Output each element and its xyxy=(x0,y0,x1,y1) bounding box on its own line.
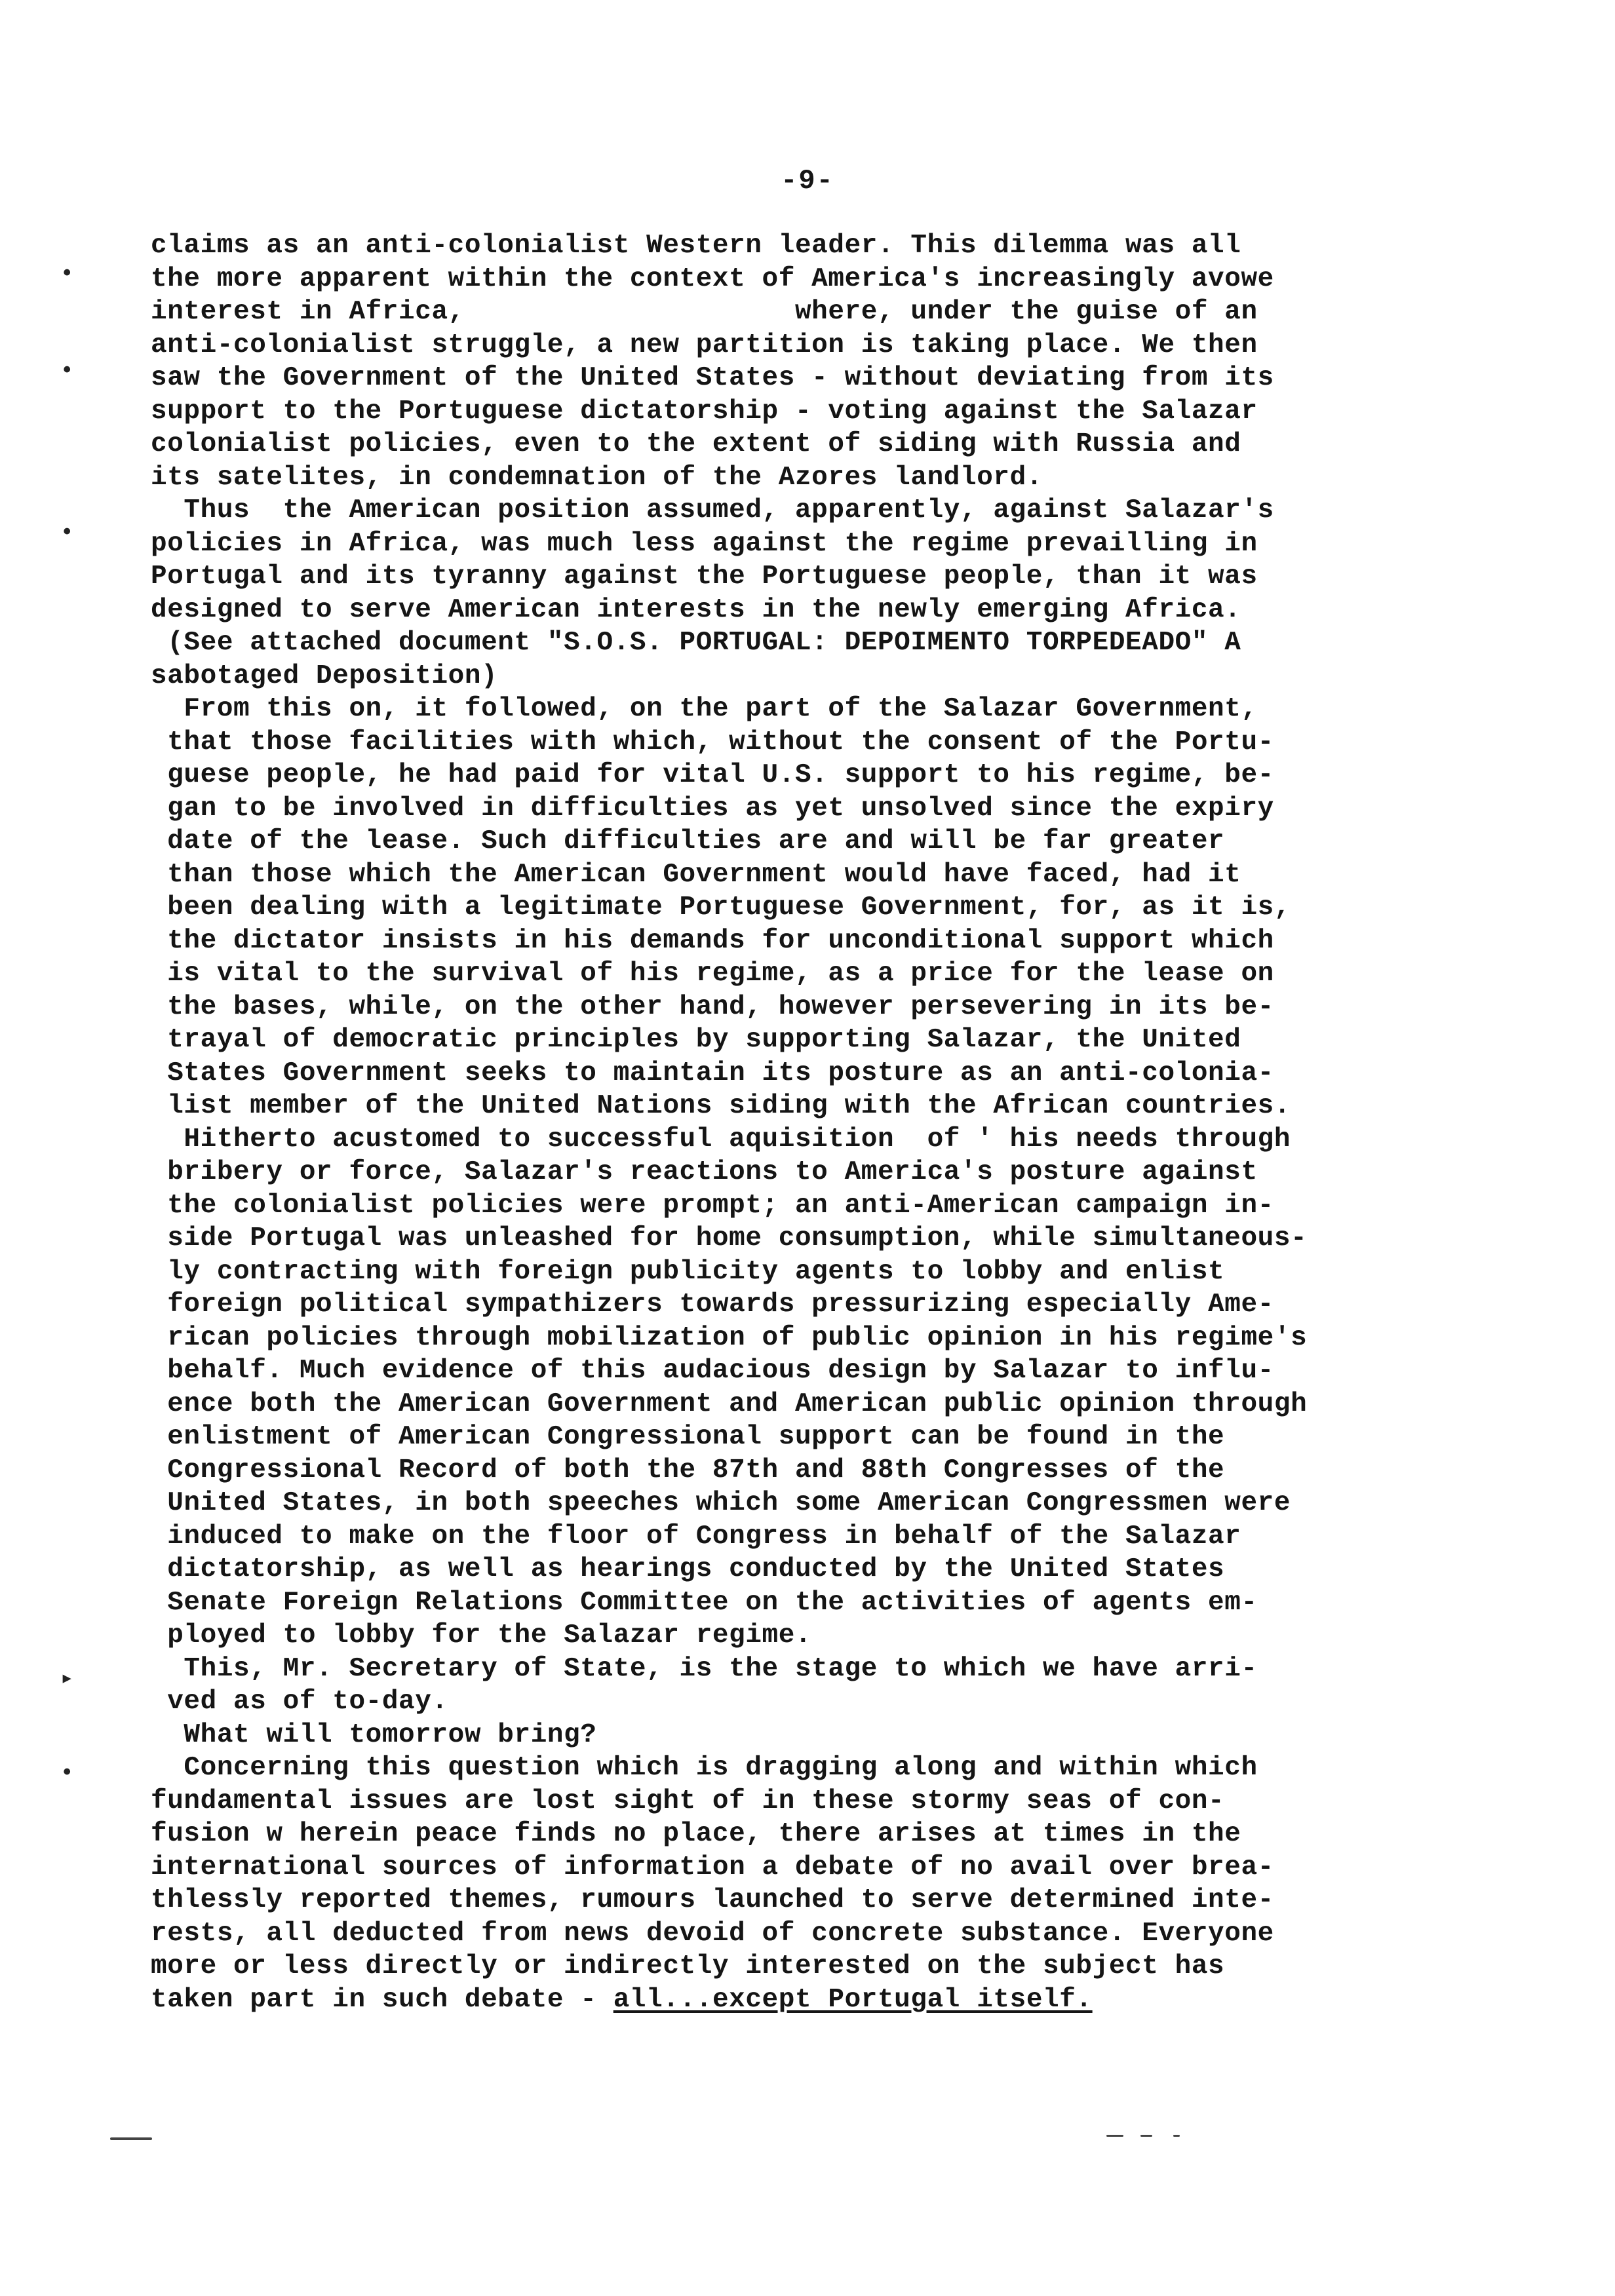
text-line: Concerning this question which is dragging along and within which xyxy=(151,1753,1258,1783)
margin-mark: • xyxy=(60,1761,74,1786)
text-line: more or less directly or indirectly interested on the subject has xyxy=(151,1951,1225,1981)
scan-speck xyxy=(1140,2135,1152,2137)
text-line: the dictator insists in his demands for unconditional support which xyxy=(151,925,1274,956)
text-line: rests, all deducted from news devoid of concrete substance. Everyone xyxy=(151,1918,1274,1949)
scan-speck xyxy=(1106,2135,1123,2137)
text-line: claims as an anti-colonialist Western leader. This dilemma was all xyxy=(151,231,1241,261)
text-line: fusion w herein peace finds no place, there arises at times in the xyxy=(151,1819,1241,1849)
letter-body xyxy=(151,229,1553,2016)
text-line: United States, in both speeches which some American Congressmen were xyxy=(151,1488,1291,1518)
text-line: the more apparent within the context of America's increasingly avowe xyxy=(151,263,1274,294)
text-line: its satelites, in condemnation of the Azores landlord. xyxy=(151,462,1043,493)
text-line: been dealing with a legitimate Portuguese Government, for, as it is, xyxy=(151,892,1291,923)
text-line: is vital to the survival of his regime, as a price for the lease on xyxy=(151,959,1274,989)
closing-line-lead: taken part in such debate - xyxy=(151,1984,613,2015)
text-line: thlessly reported themes, rumours launched to serve determined inte- xyxy=(151,1885,1274,1915)
text-line: international sources of information a debate of no avail over brea- xyxy=(151,1852,1274,1883)
text-line: What will tomorrow bring? xyxy=(151,1719,597,1750)
text-line: than those which the American Government would have faced, had it xyxy=(151,859,1241,890)
text-line: rican policies through mobilization of public opinion in his regime's xyxy=(151,1322,1308,1353)
text-line: ployed to lobby for the Salazar regime. xyxy=(151,1620,812,1651)
text-line: side Portugal was unleashed for home consumption, while simultaneous- xyxy=(151,1223,1308,1253)
scan-speck xyxy=(110,2137,152,2140)
text-line: Portugal and its tyranny against the Portuguese people, than it was xyxy=(151,562,1258,592)
text-line: gan to be involved in difficulties as yet unsolved since the expiry xyxy=(151,793,1274,824)
text-line: induced to make on the floor of Congress in behalf of the Salazar xyxy=(151,1521,1241,1552)
text-line: From this on, it followed, on the part of the Salazar Government, xyxy=(151,694,1258,724)
text-line: that those facilities with which, without the consent of the Portu- xyxy=(151,727,1274,757)
text-line: Congressional Record of both the 87th and 88th Congresses of the xyxy=(151,1455,1225,1485)
text-line: This, Mr. Secretary of State, is the stage to which we have arri- xyxy=(151,1653,1258,1684)
text-line: foreign political sympathizers towards pressurizing especially Ame- xyxy=(151,1290,1274,1320)
text-line: the bases, while, on the other hand, however persevering in its be- xyxy=(151,991,1274,1022)
text-line: Hitherto acustomed to successful aquisition of ' his needs through xyxy=(151,1124,1291,1155)
text-line: Thus the American position assumed, apparently, against Salazar's xyxy=(151,495,1274,526)
text-line: behalf. Much evidence of this audacious design by Salazar to influ- xyxy=(151,1356,1274,1386)
page-number: -9- xyxy=(781,165,834,197)
text-line: States Government seeks to maintain its posture as an anti-colonia- xyxy=(151,1058,1274,1088)
closing-line xyxy=(151,1983,1553,2017)
text-line: sabotaged Deposition) xyxy=(151,660,498,691)
margin-mark: • xyxy=(60,262,74,287)
text-line: ved as of to-day. xyxy=(151,1687,448,1717)
margin-mark: • xyxy=(60,359,74,384)
text-line: (See attached document "S.O.S. PORTUGAL: DEPOIMENTO TORPEDEADO" A xyxy=(151,628,1241,658)
text-line: interest in Africa, where, under the guise of an xyxy=(151,297,1258,327)
text-line: designed to serve American interests in the newly emerging Africa. xyxy=(151,594,1241,625)
text-line: dictatorship, as well as hearings conducted by the United States xyxy=(151,1554,1225,1584)
text-line: Senate Foreign Relations Committee on the activities of agents em- xyxy=(151,1587,1258,1618)
text-line: trayal of democratic principles by supporting Salazar, the United xyxy=(151,1025,1241,1055)
margin-mark: ▸ xyxy=(60,1667,74,1692)
text-line: support to the Portuguese dictatorship - voting against the Salazar xyxy=(151,396,1258,427)
text-line: bribery or force, Salazar's reactions to America's posture against xyxy=(151,1157,1258,1187)
text-line: guese people, he had paid for vital U.S. support to his regime, be- xyxy=(151,760,1274,790)
text-line: date of the lease. Such difficulties are and will be far greater xyxy=(151,826,1225,856)
text-line: colonialist policies, even to the extent of siding with Russia and xyxy=(151,429,1241,459)
scan-speck xyxy=(1173,2135,1180,2137)
margin-mark: • xyxy=(60,521,74,546)
text-line: policies in Africa, was much less against the regime prevailling in xyxy=(151,528,1258,559)
text-line: list member of the United Nations siding with the African countries. xyxy=(151,1091,1291,1121)
text-line: saw the Government of the United States - without deviating from its xyxy=(151,363,1274,393)
text-line: the colonialist policies were prompt; an anti-American campaign in- xyxy=(151,1190,1274,1221)
text-line: enlistment of American Congressional support can be found in the xyxy=(151,1422,1225,1452)
text-line: anti-colonialist struggle, a new partition is taking place. We then xyxy=(151,330,1258,360)
text-line: ence both the American Government and American public opinion through xyxy=(151,1388,1308,1419)
text-line: ly contracting with foreign publicity agents to lobby and enlist xyxy=(151,1256,1225,1287)
text-line: fundamental issues are lost sight of in these stormy seas of con- xyxy=(151,1786,1225,1816)
underlined-conclusion: all...except Portugal itself. xyxy=(613,1984,1093,2015)
